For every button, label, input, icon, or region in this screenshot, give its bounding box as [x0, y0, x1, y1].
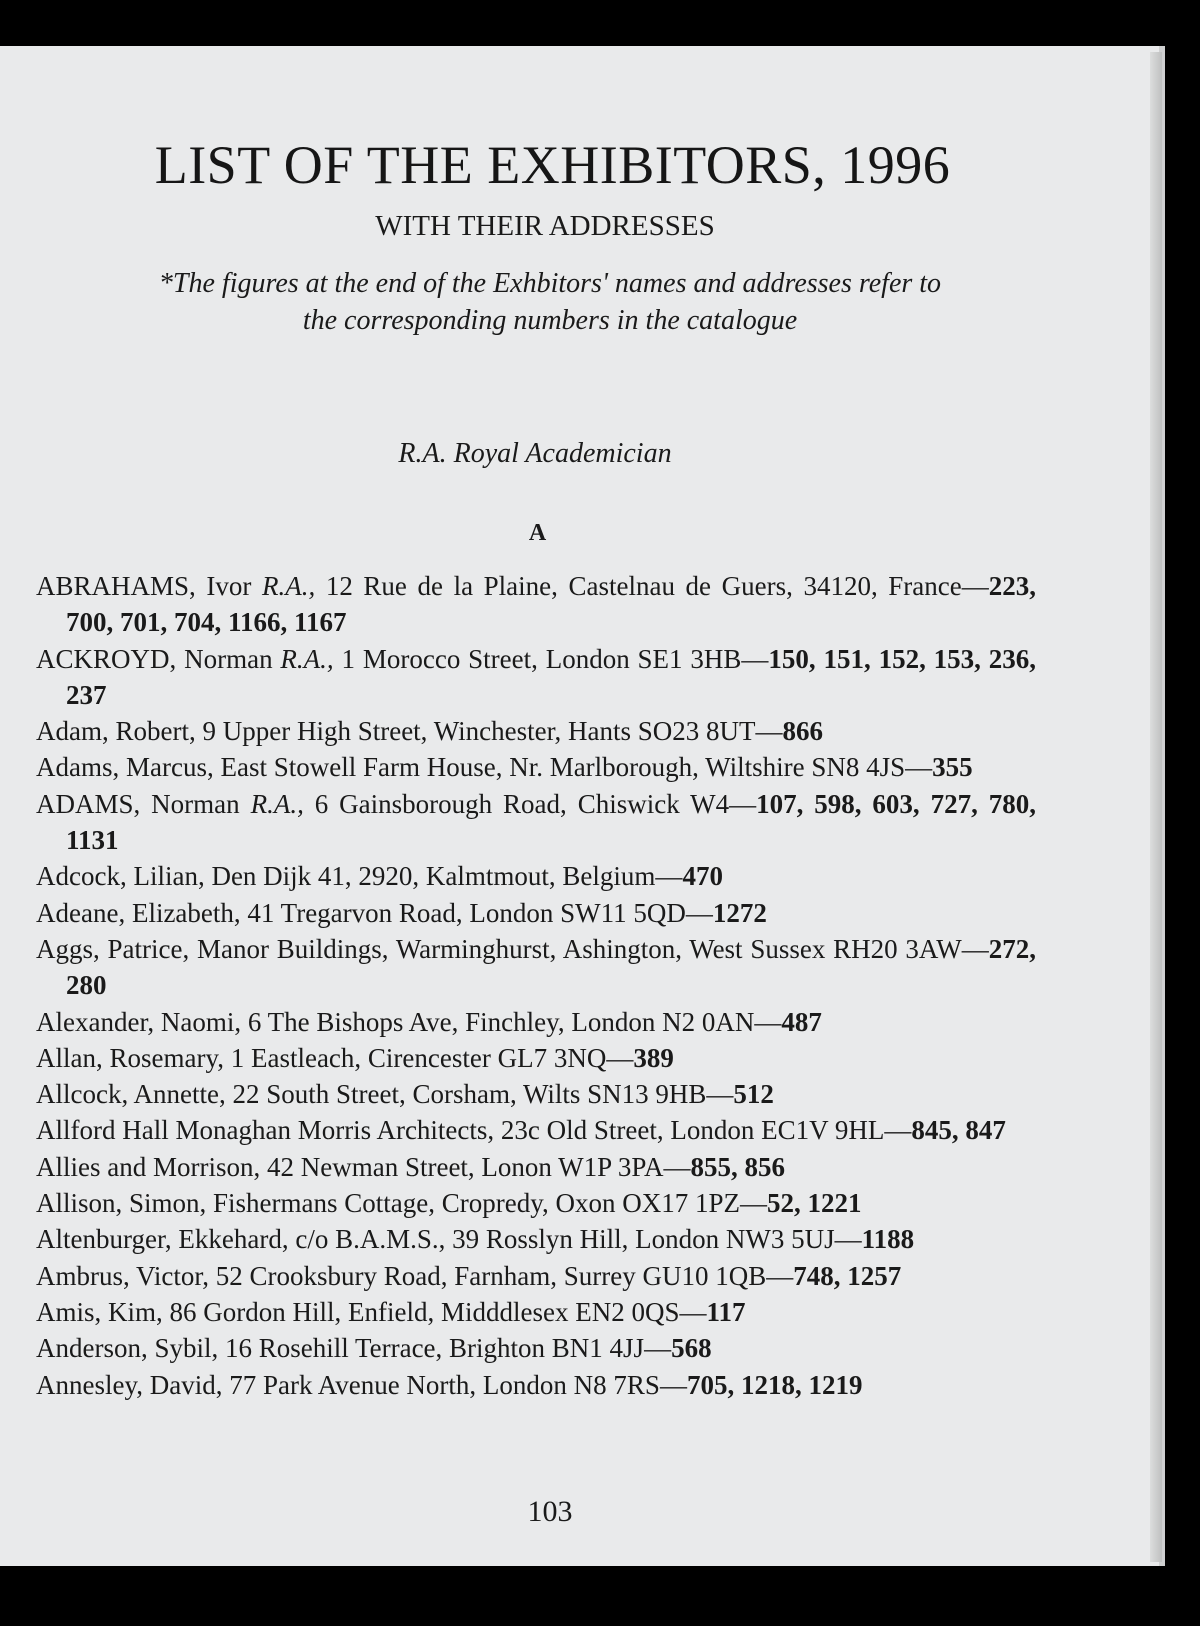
catalogue-numbers: 845, 847: [911, 1115, 1006, 1146]
ra-designation: R.A.,: [250, 788, 304, 819]
exhibitor-entry: [36, 1076, 1036, 1112]
exhibitor-name: Amis, Kim,: [36, 1296, 163, 1327]
note-line-1: *The figures at the end of the Exhbitors' names and addresses refer to: [158, 268, 942, 299]
catalogue-numbers: 389: [633, 1042, 674, 1073]
catalogue-numbers: 1188: [861, 1224, 915, 1255]
ra-designation: R.A.,: [280, 643, 334, 674]
catalogue-numbers: 705, 1218, 1219: [686, 1369, 863, 1400]
exhibitor-address: 6 The Bishops Ave, Finchley, London N2 0AN—: [241, 1006, 782, 1037]
exhibitor-name: ACKROYD, Norman: [36, 643, 281, 674]
exhibitor-address: 12 Rue de la Plaine, Castelnau de Guers, 34120, France—: [315, 571, 989, 601]
exhibitor-name: Alexander, Naomi,: [36, 1006, 242, 1037]
exhibitor-entry: [36, 1004, 1036, 1040]
catalogue-numbers: 568: [671, 1333, 712, 1364]
catalogue-numbers: 107, 598, 603, 727, 780, 1131: [66, 788, 1037, 856]
exhibitor-address: 6 Gainsborough Road, Chiswick W4—: [303, 788, 757, 819]
exhibitor-name: Adeane, Elizabeth,: [36, 897, 241, 928]
exhibitor-name: ABRAHAMS, Ivor: [36, 571, 262, 601]
catalogue-note: [70, 265, 1030, 339]
page-edge: [1150, 52, 1162, 1562]
exhibitor-address: Den Dijk 41, 2920, Kalmtmout, Belgium—: [204, 861, 683, 892]
catalogue-numbers: 855, 856: [690, 1151, 785, 1182]
exhibitor-entry: [36, 786, 1036, 859]
exhibitor-name: ADAMS, Norman: [36, 788, 251, 819]
catalogue-numbers: 470: [682, 861, 723, 892]
exhibitor-entry: [36, 931, 1036, 1004]
exhibitor-name: Anderson, Sybil,: [36, 1333, 219, 1364]
exhibitor-entry: [36, 1149, 1036, 1185]
exhibitor-address: 42 Newman Street, Lonon W1P 3PA—: [260, 1151, 691, 1182]
exhibitor-address: 77 Park Avenue North, London N8 7RS—: [222, 1369, 687, 1400]
exhibitor-entry: [36, 749, 1036, 785]
exhibitor-address: 16 Rosehill Terrace, Brighton BN1 4JJ—: [218, 1333, 672, 1364]
catalogue-numbers: 117: [706, 1296, 746, 1327]
exhibitor-entry: [36, 641, 1036, 714]
exhibitor-address: Manor Buildings, Warminghurst, Ashington, West Sussex RH20 3AW—: [189, 933, 989, 964]
note-line-2: the corresponding numbers in the catalogue: [302, 305, 798, 336]
exhibitor-name: Allies and Morrison,: [36, 1151, 261, 1182]
exhibitor-name: Aggs, Patrice,: [36, 933, 190, 964]
exhibitor-entry: [36, 1294, 1036, 1330]
exhibitor-name: Adam, Robert,: [36, 716, 196, 747]
catalogue-numbers: 223, 700, 701, 704, 1166, 1167: [66, 571, 1036, 638]
page-title: LIST OF THE EXHIBITORS, 1996: [154, 135, 951, 195]
exhibitor-address: 41 Tregarvon Road, London SW11 5QD—: [240, 897, 713, 928]
exhibitor-entry: [36, 568, 1036, 641]
exhibitor-name: Altenburger, Ekkehard,: [36, 1224, 289, 1255]
exhibitor-name: Allison, Simon,: [36, 1188, 207, 1219]
exhibitor-entry: [36, 1185, 1036, 1221]
page-number: 103: [527, 1495, 573, 1528]
exhibitor-entry: [36, 1258, 1036, 1294]
exhibitor-entry: [36, 1330, 1036, 1366]
catalogue-numbers: 512: [733, 1079, 774, 1110]
catalogue-numbers: 487: [781, 1006, 822, 1037]
exhibitor-name: Allan, Rosemary,: [36, 1042, 224, 1073]
exhibitor-name: Allcock, Annette,: [36, 1079, 226, 1110]
exhibitor-address: 1 Morocco Street, London SE1 3HB—: [333, 643, 769, 674]
section-letter: A: [528, 520, 547, 546]
page-subtitle: WITH THEIR ADDRESSES: [375, 210, 715, 242]
exhibitor-address: East Stowell Farm House, Nr. Marlborough, Wiltshire SN8 4JS—: [213, 752, 933, 783]
exhibitor-address: 9 Upper High Street, Winchester, Hants SO23 8UT—: [195, 716, 783, 747]
exhibitor-name: Adcock, Lilian,: [36, 861, 205, 892]
exhibitor-address: 1 Eastleach, Cirencester GL7 3NQ—: [223, 1042, 634, 1073]
exhibitor-address: 86 Gordon Hill, Enfield, Midddlesex EN2 0QS—: [162, 1296, 707, 1327]
exhibitor-address: 52 Crooksbury Road, Farnham, Surrey GU10 1QB—: [209, 1260, 794, 1291]
catalogue-numbers: 866: [782, 716, 823, 747]
exhibitor-name: Adams, Marcus,: [36, 752, 214, 783]
exhibitor-entry: [36, 1112, 1036, 1148]
exhibitor-address: c/o B.A.M.S., 39 Rosslyn Hill, London NW3 5UJ—: [288, 1224, 862, 1255]
catalogue-numbers: 150, 151, 152, 153, 236, 237: [66, 643, 1037, 710]
catalogue-numbers: 1272: [712, 897, 767, 928]
catalogue-numbers: 272, 280: [66, 933, 1036, 1001]
exhibitor-entry: [36, 895, 1036, 931]
catalogue-numbers: 355: [932, 752, 973, 783]
abbreviation-key: R.A. Royal Academician: [398, 438, 672, 469]
exhibitor-address: 22 South Street, Corsham, Wilts SN13 9HB—: [225, 1079, 734, 1110]
ra-designation: R.A.,: [261, 571, 316, 601]
exhibitor-name: Ambrus, Victor,: [36, 1260, 210, 1291]
exhibitor-name: Annesley, David,: [36, 1369, 223, 1400]
exhibitor-list: [36, 568, 1036, 1403]
exhibitor-entry: [36, 858, 1036, 894]
exhibitor-name: Allford Hall Monaghan Morris Architects,: [36, 1115, 495, 1146]
exhibitor-entry: [36, 713, 1036, 749]
exhibitor-entry: [36, 1040, 1036, 1076]
exhibitor-entry: [36, 1221, 1036, 1257]
catalogue-numbers: 52, 1221: [766, 1188, 862, 1219]
catalogue-numbers: 748, 1257: [793, 1260, 902, 1291]
exhibitor-address: 23c Old Street, London EC1V 9HL—: [494, 1115, 912, 1146]
exhibitor-entry: [36, 1367, 1036, 1403]
exhibitor-address: Fishermans Cottage, Cropredy, Oxon OX17 1PZ—: [206, 1188, 767, 1219]
